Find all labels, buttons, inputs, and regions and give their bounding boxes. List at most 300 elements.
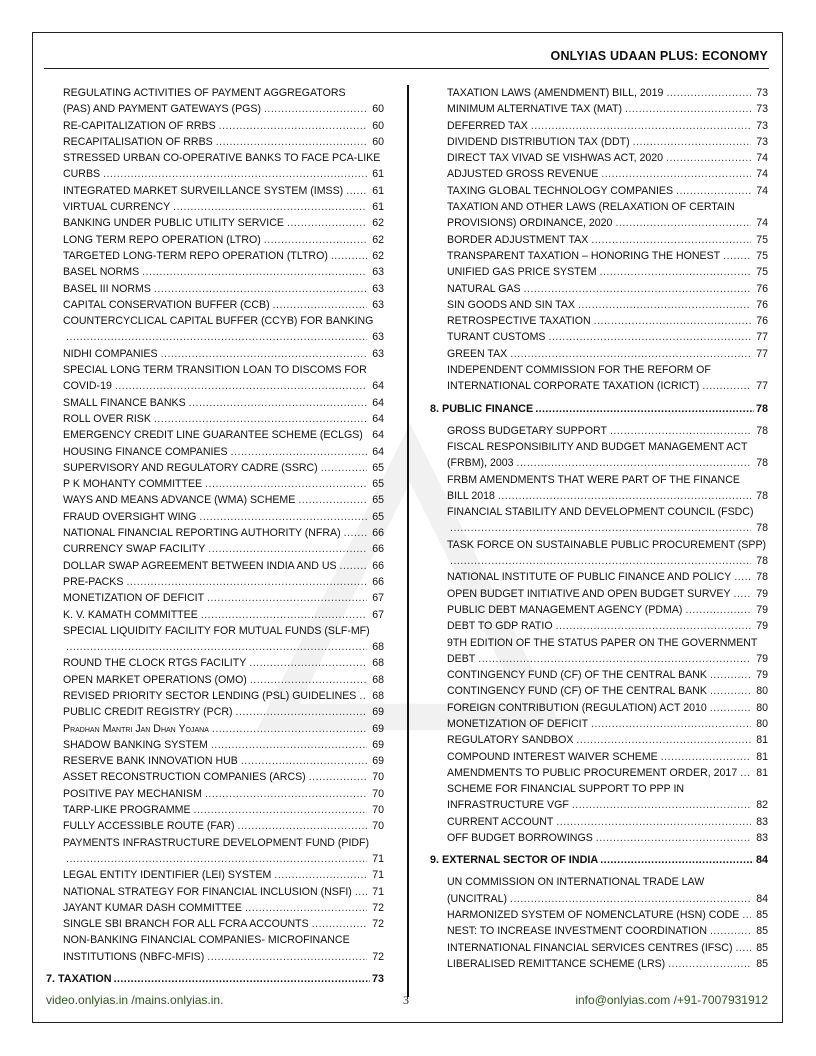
toc-entry-title: SMALL FINANCE BANKS	[63, 396, 186, 409]
toc-entry[interactable]	[430, 923, 768, 939]
dot-leader	[610, 423, 751, 439]
toc-entry-title: SINGLE SBI BRANCH FOR ALL FCRA ACCOUNTS	[63, 918, 309, 931]
toc-entry-title: (PAS) AND PAYMENT GATEWAYS (PGS)	[63, 103, 261, 116]
toc-page-number: 64	[372, 412, 384, 425]
toc-page-number: 68	[372, 657, 384, 670]
dot-leader	[216, 134, 367, 150]
toc-entry[interactable]	[46, 655, 384, 671]
toc-entry-title: CONTINGENCY FUND (CF) OF THE CENTRAL BANK	[447, 669, 707, 682]
dot-leader	[591, 232, 751, 248]
toc-page-number: 64	[372, 445, 384, 458]
toc-page-number: 66	[372, 527, 384, 540]
toc-entry[interactable]	[430, 199, 768, 232]
toc-entry[interactable]	[430, 814, 768, 830]
toc-entry-title: RESERVE BANK INNOVATION HUB	[63, 755, 238, 768]
toc-entry[interactable]	[46, 460, 384, 476]
toc-entry-title: COUNTERCYCLICAL CAPITAL BUFFER (CCYB) FOR BANKING	[63, 315, 374, 328]
dot-leader	[710, 683, 751, 699]
toc-page-number: 62	[372, 217, 384, 230]
toc-entry[interactable]	[46, 509, 384, 525]
toc-entry[interactable]	[46, 884, 384, 900]
toc-page-number: 70	[372, 787, 384, 800]
toc-page-number: 73	[756, 135, 768, 148]
toc-entry-title: SIN GOODS AND SIN TAX	[447, 298, 575, 311]
toc-chapter-heading[interactable]	[46, 971, 384, 987]
toc-entry-title: INDEPENDENT COMMISSION FOR THE REFORM OF	[447, 364, 711, 377]
toc-entry[interactable]	[430, 183, 768, 199]
toc-entry-title: HARMONIZED SYSTEM OF NOMENCLATURE (HSN) CODE	[447, 908, 740, 921]
dot-leader	[249, 655, 367, 671]
dot-leader	[676, 183, 751, 199]
toc-entry[interactable]	[430, 667, 768, 683]
toc-entry-title: DEBT	[447, 652, 476, 665]
dot-leader	[194, 802, 367, 818]
toc-entry[interactable]	[430, 874, 768, 907]
dot-leader	[66, 329, 367, 345]
toc-entry[interactable]	[46, 721, 384, 737]
toc-entry[interactable]	[430, 940, 768, 956]
toc-entry[interactable]	[46, 150, 384, 183]
toc-entry[interactable]	[46, 395, 384, 411]
toc-entry[interactable]	[430, 716, 768, 732]
toc-page-number: 64	[372, 429, 384, 442]
toc-page-number: 69	[372, 738, 384, 751]
dot-leader	[287, 215, 367, 231]
toc-entry-title: BORDER ADJUSTMENT TAX	[447, 233, 589, 246]
toc-page-number: 76	[756, 315, 768, 328]
toc-entry-title: INTERNATIONAL CORPORATE TAXATION (ICRICT)	[447, 380, 700, 393]
toc-entry[interactable]	[430, 618, 768, 634]
chapter-page-number: 78	[755, 402, 768, 415]
dot-leader	[661, 749, 751, 765]
toc-page-number: 63	[372, 266, 384, 279]
toc-entry-title: RECAPITALISATION OF RRBS	[63, 135, 213, 148]
header-divider	[44, 68, 769, 69]
toc-entry[interactable]	[430, 264, 768, 280]
toc-page-number: 61	[372, 168, 384, 181]
toc-entry-title: TAXATION LAWS (AMENDMENT) BILL, 2019	[447, 87, 664, 99]
toc-page-number: 74	[756, 152, 768, 165]
dot-leader	[740, 765, 751, 781]
toc-entry[interactable]	[430, 700, 768, 716]
toc-page-number: 73	[756, 119, 768, 132]
dot-leader	[231, 444, 367, 460]
toc-entry[interactable]	[430, 118, 768, 134]
toc-entry[interactable]	[46, 818, 384, 834]
toc-entry-title: (FRBM), 2003	[447, 457, 514, 470]
toc-entry-title: FINANCIAL STABILITY AND DEVELOPMENT COUNCIL (FSDC)	[447, 506, 754, 519]
dot-leader	[556, 618, 751, 634]
dot-leader	[710, 700, 751, 716]
toc-page-number: 65	[372, 478, 384, 491]
toc-entry-title: AMENDMENTS TO PUBLIC PROCUREMENT ORDER, 2017	[447, 766, 738, 779]
toc-entry[interactable]	[46, 346, 384, 362]
toc-page-number: 71	[372, 885, 384, 898]
toc-page-number: 62	[372, 249, 384, 262]
toc-page-number: 83	[756, 815, 768, 828]
toc-page-number: 68	[372, 673, 384, 686]
toc-entry-title: BASEL III NORMS	[63, 282, 151, 295]
dot-leader	[264, 232, 367, 248]
toc-entry[interactable]	[46, 802, 384, 818]
chapter-title: 8. PUBLIC FINANCE	[430, 402, 534, 415]
dot-leader	[189, 395, 367, 411]
dot-leader	[625, 101, 751, 117]
toc-entry-title: LEGAL ENTITY IDENTIFIER (LEI) SYSTEM	[63, 869, 272, 882]
dot-leader	[723, 248, 751, 264]
toc-entry-title: NON-BANKING FINANCIAL COMPANIES- MICROFINANCE	[63, 934, 350, 947]
toc-entry-title: BILL 2018	[447, 489, 495, 502]
toc-entry[interactable]	[430, 781, 768, 814]
dot-leader	[591, 716, 751, 732]
toc-entry[interactable]	[430, 586, 768, 602]
toc-page-number: 81	[756, 734, 768, 747]
dot-leader	[710, 923, 751, 939]
toc-entry-title: POSITIVE PAY MECHANISM	[63, 787, 202, 800]
column-divider	[407, 85, 409, 997]
toc-entry[interactable]	[430, 134, 768, 150]
toc-entry-title: OPEN BUDGET INITIATIVE AND OPEN BUDGET SURVEY	[447, 587, 731, 600]
toc-entry-title: SUPERVISORY AND REGULATORY CADRE (SSRC)	[63, 461, 318, 474]
toc-left-column	[46, 85, 384, 993]
toc-entry[interactable]	[46, 607, 384, 623]
dot-leader	[103, 166, 367, 182]
toc-entry[interactable]	[430, 362, 768, 395]
toc-page-number: 70	[372, 820, 384, 833]
toc-entry[interactable]	[430, 150, 768, 166]
toc-entry[interactable]	[430, 830, 768, 846]
toc-entry-title: JAYANT KUMAR DASH COMMITTEE	[63, 901, 242, 914]
toc-entry[interactable]	[46, 590, 384, 606]
toc-entry-title: TAXING GLOBAL TECHNOLOGY COMPANIES	[447, 184, 674, 197]
toc-page-number: 80	[756, 685, 768, 698]
toc-entry[interactable]	[430, 346, 768, 362]
toc-entry-title: DEBT TO GDP RATIO	[447, 620, 553, 633]
toc-page-number: 60	[372, 103, 384, 116]
toc-entry[interactable]	[46, 85, 384, 118]
toc-entry-title: DIVIDEND DISTRIBUTION TAX (DDT)	[447, 135, 630, 148]
toc-page-number: 64	[372, 380, 384, 393]
dot-leader	[734, 569, 751, 585]
toc-page-number: 78	[756, 457, 768, 470]
dot-leader	[685, 602, 751, 618]
toc-entry[interactable]	[46, 411, 384, 427]
toc-entry[interactable]	[430, 439, 768, 472]
toc-entry[interactable]	[46, 215, 384, 231]
toc-entry-title: TARGETED LONG-TERM REPO OPERATION (TLTRO)	[63, 249, 328, 262]
toc-chapter-heading[interactable]	[430, 852, 768, 868]
toc-page-number: 77	[756, 380, 768, 393]
dot-leader	[66, 851, 367, 867]
dot-leader	[366, 427, 367, 443]
toc-entry[interactable]	[46, 672, 384, 688]
toc-entry-title: PUBLIC CREDIT REGISTRY (PCR)	[63, 706, 233, 719]
toc-entry[interactable]	[430, 297, 768, 313]
toc-entry-title: SPECIAL LONG TERM TRANSITION LOAN TO DISCOMS FOR	[63, 364, 367, 377]
toc-entry-title: REVISED PRIORITY SECTOR LENDING (PSL) GUIDELINES	[63, 689, 357, 702]
toc-entry-title: TURANT CUSTOMS	[447, 331, 546, 344]
dot-leader	[666, 150, 751, 166]
toc-entry-title: REGULATING ACTIVITIES OF PAYMENT AGGREGATORS	[63, 87, 346, 99]
toc-entry[interactable]	[46, 753, 384, 769]
dot-leader	[510, 346, 751, 362]
dot-leader	[66, 639, 367, 655]
toc-page-number: 74	[756, 168, 768, 181]
dot-leader	[199, 509, 367, 525]
toc-page-number: 79	[756, 587, 768, 600]
toc-entry[interactable]	[46, 835, 384, 868]
toc-entry[interactable]	[46, 297, 384, 313]
dot-leader	[321, 460, 367, 476]
dot-leader	[498, 488, 751, 504]
dot-leader	[142, 264, 367, 280]
toc-chapter-heading[interactable]	[430, 401, 768, 417]
toc-entry-title: UNIFIED GAS PRICE SYSTEM	[447, 266, 597, 279]
toc-entry[interactable]	[430, 85, 768, 101]
toc-page-number: 85	[756, 908, 768, 921]
toc-entry[interactable]	[46, 444, 384, 460]
toc-page-number: 61	[372, 201, 384, 214]
toc-page-number: 74	[756, 217, 768, 230]
toc-entry[interactable]	[430, 232, 768, 248]
toc-entry-title: SCHEME FOR FINANCIAL SUPPORT TO PPP IN	[447, 783, 685, 796]
toc-page-number: 75	[756, 233, 768, 246]
toc-entry[interactable]	[430, 329, 768, 345]
toc-page-number: 75	[756, 266, 768, 279]
toc-entry[interactable]	[46, 623, 384, 656]
dot-leader	[115, 378, 367, 394]
dot-leader	[344, 525, 367, 541]
dot-leader	[742, 907, 751, 923]
toc-page-number: 67	[372, 608, 384, 621]
toc-entry[interactable]	[430, 749, 768, 765]
toc-entry[interactable]	[430, 602, 768, 618]
dot-leader	[331, 248, 367, 264]
toc-page-number: 76	[756, 298, 768, 311]
toc-entry[interactable]	[46, 313, 384, 346]
toc-entry[interactable]	[46, 574, 384, 590]
dot-leader	[355, 884, 367, 900]
dot-leader	[572, 797, 751, 813]
toc-entry[interactable]	[430, 635, 768, 668]
dot-leader	[517, 455, 751, 471]
toc-entry[interactable]	[430, 281, 768, 297]
dot-leader	[298, 492, 367, 508]
footer-website-links[interactable]: video.onlyias.in /mains.onlyias.in.	[46, 993, 224, 1007]
toc-entry[interactable]	[46, 769, 384, 785]
toc-page-number: 69	[372, 706, 384, 719]
toc-entry[interactable]	[430, 537, 768, 570]
dot-leader	[236, 704, 367, 720]
toc-entry-title: P K MOHANTY COMMITTEE	[63, 478, 203, 491]
toc-entry-title: ROLL OVER RISK	[63, 412, 151, 425]
toc-page-number: 81	[756, 750, 768, 763]
toc-entry-title: LIBERALISED REMITTANCE SCHEME (LRS)	[447, 957, 666, 970]
chapter-title: 9. EXTERNAL SECTOR OF INDIA	[430, 854, 599, 867]
toc-entry[interactable]	[46, 688, 384, 704]
toc-page-number: 63	[372, 331, 384, 344]
dot-leader	[549, 329, 752, 345]
toc-entry-title: NATIONAL STRATEGY FOR FINANCIAL INCLUSION (NSFI)	[63, 885, 352, 898]
dot-leader	[208, 541, 367, 557]
toc-entry[interactable]	[46, 704, 384, 720]
dot-leader	[211, 737, 367, 753]
toc-page-number: 74	[756, 184, 768, 197]
toc-entry[interactable]	[46, 492, 384, 508]
dot-leader	[633, 134, 751, 150]
toc-right-column	[430, 85, 768, 972]
dot-leader	[173, 199, 367, 215]
toc-entry-title: FISCAL RESPONSIBILITY AND BUDGET MANAGEMENT ACT	[447, 440, 748, 453]
toc-page-number: 79	[756, 620, 768, 633]
toc-entry[interactable]	[46, 737, 384, 753]
dot-leader	[250, 672, 367, 688]
toc-page-number: 78	[756, 489, 768, 502]
toc-entry[interactable]	[46, 476, 384, 492]
toc-entry-title: NATURAL GAS	[447, 282, 521, 295]
dot-leader	[340, 558, 367, 574]
toc-entry[interactable]	[430, 765, 768, 781]
dot-leader	[450, 520, 751, 536]
toc-entry[interactable]	[46, 786, 384, 802]
toc-entry[interactable]	[430, 732, 768, 748]
dot-leader	[274, 867, 367, 883]
dot-leader	[576, 732, 751, 748]
toc-page-number: 70	[372, 771, 384, 784]
toc-entry-title: SPECIAL LIQUIDITY FACILITY FOR MUTUAL FUNDS (SLF-MF)	[63, 624, 370, 637]
dot-leader	[161, 346, 367, 362]
toc-page-number: 82	[756, 799, 768, 812]
toc-page-number: 60	[372, 135, 384, 148]
toc-entry[interactable]	[46, 541, 384, 557]
toc-entry-title: MONETIZATION OF DEFICIT	[447, 717, 589, 730]
toc-page-number: 65	[372, 461, 384, 474]
toc-page-number: 73	[756, 103, 768, 116]
toc-page-number: 77	[756, 347, 768, 360]
toc-page-number: 70	[372, 804, 384, 817]
toc-entry[interactable]	[46, 248, 384, 264]
toc-entry[interactable]	[46, 134, 384, 150]
dot-leader	[734, 586, 751, 602]
toc-entry[interactable]	[46, 362, 384, 395]
toc-entry-title: GREEN TAX	[447, 347, 508, 360]
toc-entry-title: NATIONAL FINANCIAL REPORTING AUTHORITY (NFRA)	[63, 527, 341, 540]
dot-leader	[207, 949, 367, 965]
toc-entry-title: INTEGRATED MARKET SURVEILLANCE SYSTEM (IMSS)	[63, 184, 344, 197]
toc-entry[interactable]	[430, 101, 768, 117]
toc-entry-title: INFRASTRUCTURE VGF	[447, 799, 569, 812]
toc-entry[interactable]	[430, 423, 768, 439]
dot-leader	[154, 281, 367, 297]
toc-entry[interactable]	[430, 248, 768, 264]
dot-leader	[359, 688, 367, 704]
dot-leader	[524, 281, 751, 297]
toc-entry-title: RE-CAPITALIZATION OF RRBS	[63, 119, 216, 132]
dot-leader	[535, 401, 754, 417]
dot-leader	[710, 667, 751, 683]
toc-entry[interactable]	[46, 932, 384, 965]
dot-leader	[578, 297, 751, 313]
toc-entry-title: MONETIZATION OF DEFICIT	[63, 592, 205, 605]
toc-entry-title: TASK FORCE ON SUSTAINABLE PUBLIC PROCUREMENT (SPP)	[447, 538, 767, 551]
toc-entry[interactable]	[430, 504, 768, 537]
dot-leader	[668, 956, 751, 972]
toc-page-number: 85	[756, 957, 768, 970]
toc-entry-title: BANKING UNDER PUBLIC UTILITY SERVICE	[63, 217, 284, 230]
toc-entry-title: NEST: TO INCREASE INVESTMENT COORDINATION	[447, 925, 707, 938]
toc-page-number: 83	[756, 832, 768, 845]
toc-entry-title: TAXATION AND OTHER LAWS (RELAXATION OF CERTAIN	[447, 201, 735, 214]
toc-entry[interactable]	[430, 472, 768, 505]
dot-leader	[600, 264, 751, 280]
toc-entry-title: ADJUSTED GROSS REVENUE	[447, 168, 599, 181]
dot-leader	[556, 814, 751, 830]
toc-page-number: 60	[372, 119, 384, 132]
toc-entry[interactable]	[430, 956, 768, 972]
chapter-page-number: 73	[371, 973, 384, 986]
toc-page-number: 72	[372, 950, 384, 963]
toc-entry[interactable]	[430, 166, 768, 182]
toc-entry[interactable]	[46, 232, 384, 248]
toc-entry[interactable]	[46, 900, 384, 916]
toc-entry[interactable]	[46, 118, 384, 134]
toc-page-number: 79	[756, 669, 768, 682]
toc-entry-title: COMPOUND INTEREST WAIVER SCHEME	[447, 750, 658, 763]
toc-entry[interactable]	[46, 558, 384, 574]
toc-entry[interactable]	[46, 281, 384, 297]
toc-entry-title: UN COMMISSION ON INTERNATIONAL TRADE LAW	[447, 876, 705, 889]
toc-page-number: 84	[756, 892, 768, 905]
toc-entry[interactable]	[46, 525, 384, 541]
toc-entry[interactable]	[46, 427, 384, 443]
toc-page-number: 62	[372, 233, 384, 246]
toc-page-number: 63	[372, 282, 384, 295]
dot-leader	[241, 753, 367, 769]
toc-page-number: 81	[756, 766, 768, 779]
toc-entry[interactable]	[46, 916, 384, 932]
toc-page-number: 75	[756, 249, 768, 262]
toc-page-number: 65	[372, 494, 384, 507]
toc-entry[interactable]	[46, 183, 384, 199]
toc-page-number: 79	[756, 603, 768, 616]
toc-page-number: 72	[372, 901, 384, 914]
toc-entry[interactable]	[430, 907, 768, 923]
toc-entry-title: ASSET RECONSTRUCTION COMPANIES (ARCS)	[63, 771, 306, 784]
toc-entry-title: INSTITUTIONS (NBFC-MFIS)	[63, 950, 205, 963]
dot-leader	[600, 852, 754, 868]
toc-entry[interactable]	[430, 313, 768, 329]
toc-entry-title: TARP-LIKE PROGRAMME	[63, 804, 191, 817]
toc-page-number: 68	[372, 689, 384, 702]
toc-page-number: 69	[372, 755, 384, 768]
toc-entry[interactable]	[46, 867, 384, 883]
dot-leader	[601, 166, 751, 182]
toc-entry-title: WAYS AND MEANS ADVANCE (WMA) SCHEME	[63, 494, 296, 507]
toc-entry-title: SHADOW BANKING SYSTEM	[63, 738, 208, 751]
toc-entry[interactable]	[46, 264, 384, 280]
toc-entry-title: FULLY ACCESSIBLE ROUTE (FAR)	[63, 820, 235, 833]
toc-entry[interactable]	[46, 199, 384, 215]
dot-leader	[205, 786, 367, 802]
toc-entry-title: (UNCITRAL)	[447, 892, 508, 905]
toc-entry-title: LONG TERM REPO OPERATION (LTRO)	[63, 233, 261, 246]
footer-contact[interactable]: info@onlyias.com /+91-7007931912	[575, 993, 768, 1007]
toc-entry-title: CONTINGENCY FUND (CF) OF THE CENTRAL BANK	[447, 685, 707, 698]
toc-entry[interactable]	[430, 569, 768, 585]
toc-page-number: 63	[372, 298, 384, 311]
toc-entry[interactable]	[430, 683, 768, 699]
toc-entry-title: 9TH EDITION OF THE STATUS PAPER ON THE GOVERNMENT	[447, 636, 758, 649]
